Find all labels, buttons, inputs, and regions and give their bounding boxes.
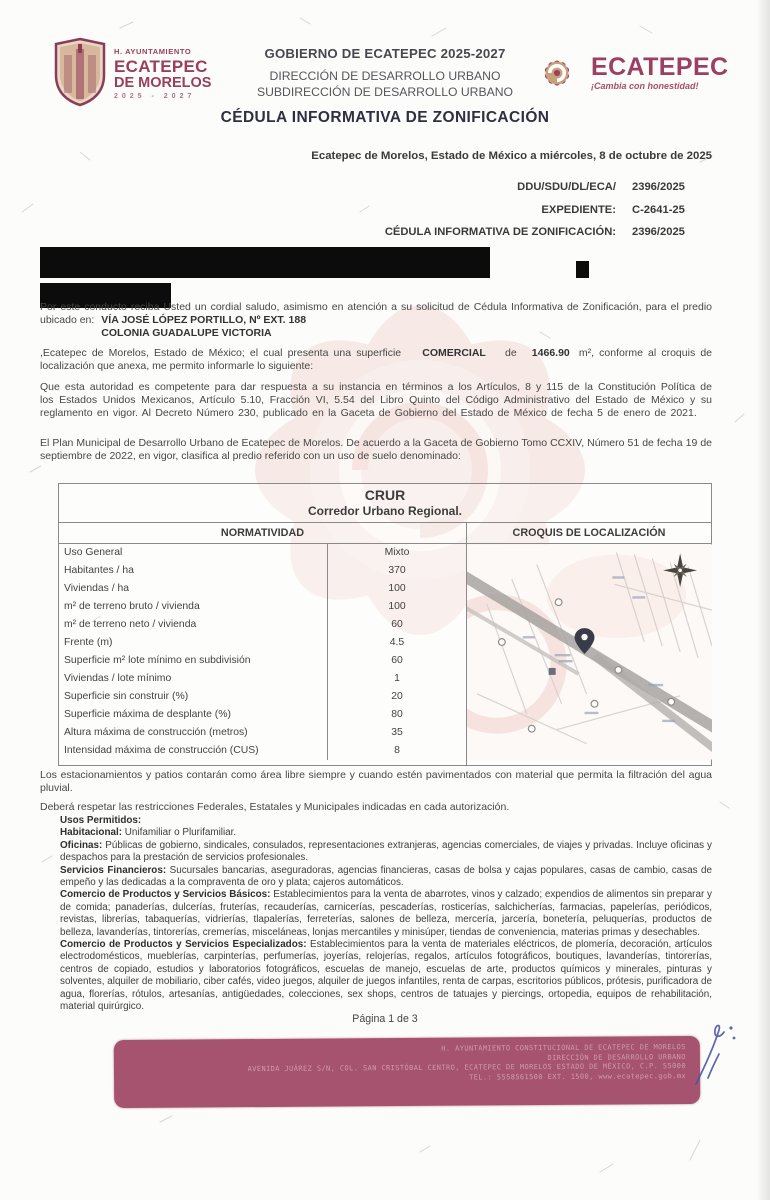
table-row: Frente (m) 4.5 xyxy=(59,634,466,652)
left-logo-years: 2025 - 2027 xyxy=(114,93,196,100)
legal-paragraph-1: Que esta autoridad es competente para dar respuesta a su instancia en términos a los Artículos, 8 y 115 de la Constitución Política de los Estados Unidos Mexicanos, Artículo 5.10, Fracción VI, 5.54 del Libro Quinto del Código Administrativo del Estado de México y su reglamento en vigor. Al Decreto Número 230, publicado en la Gaceta de Gobierno del Estado de México de fecha 5 de enero de 2021. xyxy=(40,381,712,419)
footer-line-address: AVENIDA JUÁREZ S/N, COL. SAN CRISTÓBAL CENTRO, ECATEPEC DE MORELOS ESTADO DE MÉXICO, C.P. 55000 xyxy=(247,1062,686,1074)
note-parking: Los estacionamientos y patios contarán como área libre siempre y cuando estén pavimentados con material que permita la filtración del agua pluvial. xyxy=(40,769,712,794)
flower-emblem-icon xyxy=(528,44,586,102)
address-line1: VÍA JOSÉ LÓPEZ PORTILLO, Nº EXT. 188 xyxy=(101,314,307,326)
zoning-code: CRUR xyxy=(364,487,406,503)
municipal-logo xyxy=(52,36,211,108)
column-header-normatividad: NORMATIVIDAD xyxy=(220,527,305,539)
direction-line: DIRECCIÓN DE DESARROLLO URBANO xyxy=(269,69,501,83)
brand-name: ECATEPEC xyxy=(591,53,729,81)
surface-paragraph xyxy=(40,347,712,373)
left-logo-name2: DE MORELOS xyxy=(114,74,212,91)
redaction-mark-small xyxy=(576,261,589,278)
zoning-table-header xyxy=(59,523,711,544)
table-row: Intensidad máxima de construcción (CUS) 8 xyxy=(59,742,466,760)
permitted-uses-title: Usos Permitidos: xyxy=(60,815,142,826)
intro-text: Por este conducto reciba Usted un cordial saludo, asimismo en atención a su solicitud de Cédula Informativa de Zonificación, para el predio ubicado en: xyxy=(40,301,712,326)
signature-ink xyxy=(686,1012,758,1096)
use-item-oficinas: Oficinas: Públicas de gobierno, sindicales, consulados, representaciones extranjeras, agencias comerciales, de viajes y privadas. Incluye oficinas y despachos para la prestación de servicios profesionales. xyxy=(60,839,712,864)
ref-row-expediente xyxy=(0,199,712,222)
use-item-habitacional: Habitacional: Unifamiliar o Plurifamiliar. xyxy=(60,827,237,839)
ref-value: 2396/2025 xyxy=(632,181,685,193)
note-restrictions: Deberá respetar las restricciones Federales, Estatales y Municipales indicadas en cada autorización. xyxy=(40,801,510,813)
brand-tagline: ¡Cambia con honestidad! xyxy=(591,81,699,91)
table-row: Viviendas / lote mínimo 1 xyxy=(59,670,466,688)
footer-address-banner xyxy=(114,1036,700,1108)
use-item-comercio-basicos: Comercio de Productos y Servicios Básicos: Establecimientos para la venta de abarrotes, vinos y calzado; expendios de alimentos sin preparar y de comida; panaderías, dulcerías, fruterías, recauderías, carnicerías, pescaderías, rosticerías, salchicherías, farmacias, papelerías, periódicos, revistas, librerías, tabaquerías, vidrierías, tlapalerías, ferreterías, salones de belleza, mercería, jarcería, bonetería, peluquerías, productos de belleza, lavanderías, tintorerías, cremerías, misceláneas, lonjas mercantiles y minisúper, tiendas de conveniencia, materias primas y desechables. xyxy=(60,889,712,938)
normativity-rows xyxy=(59,544,466,765)
reference-block xyxy=(0,176,712,244)
page-number: Página 1 de 3 xyxy=(352,1013,418,1025)
header-office-block xyxy=(225,46,545,100)
ref-label: DDU/SDU/DL/ECA/ xyxy=(517,181,616,193)
subdirection-line: SUBDIRECCIÓN DE DESARROLLO URBANO xyxy=(257,84,513,99)
government-title: GOBIERNO DE ECATEPEC 2025-2027 xyxy=(264,46,506,61)
surface-value: 1466.90 xyxy=(531,347,570,359)
ref-row-cedula xyxy=(0,221,712,244)
document-title: CÉDULA INFORMATIVA DE ZONIFICACIÓN xyxy=(220,109,550,126)
zoning-code-name: Corredor Urbano Regional. xyxy=(307,504,462,518)
table-row: Superficie sin construir (%) 20 xyxy=(59,688,466,706)
table-row: Superficie m² lote mínimo en subdivisión 60 xyxy=(59,652,466,670)
intro-paragraph xyxy=(40,301,712,340)
location-sketch-map xyxy=(466,544,712,765)
surface-type: COMERCIAL xyxy=(422,347,486,359)
ref-label: EXPEDIENTE: xyxy=(541,203,616,216)
table-row: Uso General Mixto xyxy=(59,544,466,562)
left-logo-caption: H. AYUNTAMIENTO xyxy=(114,47,192,56)
table-row: Habitantes / ha 370 xyxy=(59,562,466,580)
surface-text-c: m², conforme al croquis de localización que anexa, me permito informarle lo siguiente: xyxy=(40,347,712,372)
scan-edge-shadow xyxy=(756,0,770,1200)
column-header-croquis: CROQUIS DE LOCALIZACIÓN xyxy=(466,523,711,543)
ref-value: C-2641-25 xyxy=(632,203,685,216)
surface-text-b: de xyxy=(504,347,517,359)
table-row: Superficie máxima de desplante (%) 80 xyxy=(59,706,466,724)
table-row: Altura máxima de construcción (metros) 35 xyxy=(59,724,466,742)
redaction-bar-name xyxy=(40,247,490,278)
ref-value: 2396/2025 xyxy=(632,226,685,238)
left-logo-name: ECATEPEC xyxy=(114,56,208,76)
dateline: Ecatepec de Morelos, Estado de México a miércoles, 8 de octubre de 2025 xyxy=(311,150,712,162)
use-item-comercio-especializados: Comercio de Productos y Servicios Especializados: Establecimientos para la venta de materiales eléctricos, de plomería, decoración, artículos electrodomésticos, mueblerías, carpinterías, perfumerías, joyerías, relojerías, regalos, artículos fotográficos, boutiques, lavanderías, tintorerías, centros de copiado, estudios y laboratorios fotográficos, escuelas de manejo, escuelas de arte, productos químicos y minerales, pinturas y solventes, alquiler de mobiliario, ciber cafés, video juegos, alquiler de juegos infantiles, renta de carpas, escritorios públicos, prótesis, purificadora de agua, florerías, rótulos, artesanías, antigüedades, colecciones, sex shops, centros de tatuajes y piercings, ortopedia, equipos de rehabilitación, material quirúrgico. xyxy=(60,939,713,1013)
legal-paragraph-2: El Plan Municipal de Desarrollo Urbano de Ecatepec de Morelos. De acuerdo a la Gaceta de Gobierno Tomo CCXIV, Número 51 de fecha 19 de septiembre de 2022, en vigor, clasifica al predio referido con un uso de suelo denominado: xyxy=(40,437,712,462)
ref-row-oficio xyxy=(0,176,712,199)
footer-line-direction: DIRECCIÓN DE DESARROLLO URBANO xyxy=(547,1052,686,1062)
zoning-table xyxy=(58,483,712,766)
zoning-table-title xyxy=(59,484,711,523)
use-item-servicios-financieros: Servicios Financieros: Sucursales bancarias, aseguradoras, agencias financieras, casas de bolsa y cajas populares, casas de cambio, casas de empeño y las dedicadas a la compraventa de oro y plata; cajeros automáticos. xyxy=(60,864,712,889)
table-row: m² de terreno neto / vivienda 60 xyxy=(59,616,466,634)
table-row: m² de terreno bruto / vivienda 100 xyxy=(59,598,466,616)
property-address xyxy=(101,314,306,340)
ecatepec-brand-logo xyxy=(528,44,728,102)
permitted-uses-section xyxy=(60,815,712,1014)
ref-label: CÉDULA INFORMATIVA DE ZONIFICACIÓN: xyxy=(384,226,616,238)
table-row: Viviendas / ha 100 xyxy=(59,580,466,598)
footer-line-contact: TEL.: 5558561500 EXT. 1500, www.ecatepec.gob.mx xyxy=(469,1071,687,1082)
footer-line-institution: H. AYUNTAMIENTO CONSTITUCIONAL DE ECATEPEC DE MORELOS xyxy=(441,1043,686,1053)
address-line2: COLONIA GUADALUPE VICTORIA xyxy=(101,327,272,339)
surface-text-a: ,Ecatepec de Morelos, Estado de México; el cual presenta una superficie xyxy=(40,347,402,359)
municipal-shield-icon xyxy=(52,36,108,108)
